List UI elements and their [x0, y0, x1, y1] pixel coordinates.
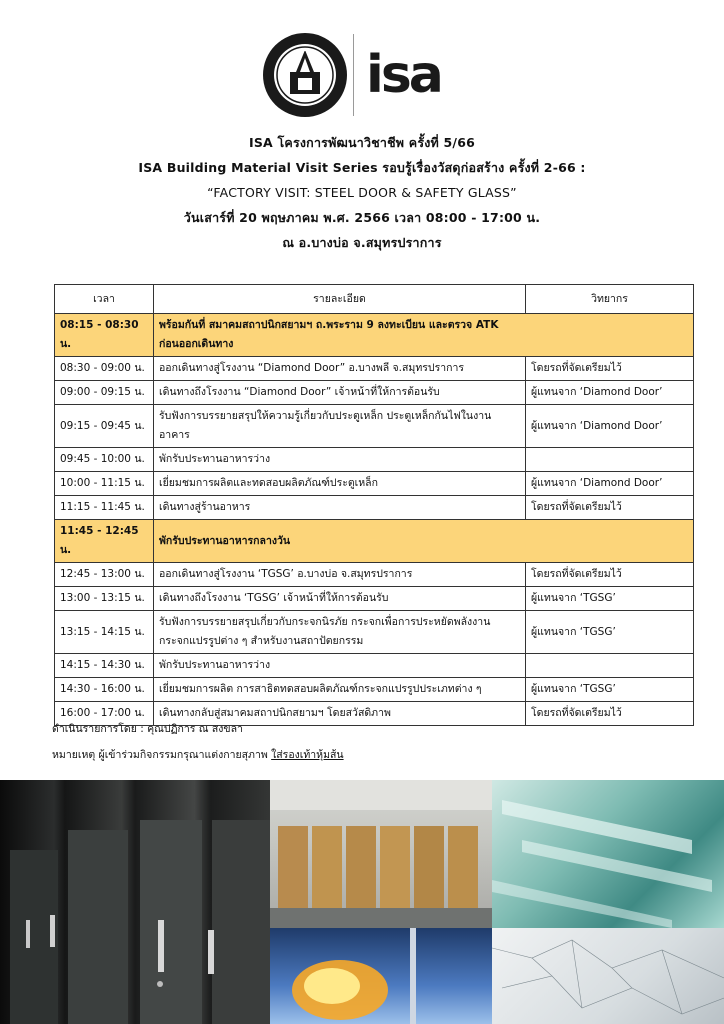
cell-detail: พร้อมกันที่ สมาคมสถาปนิกสยามฯ ถ.พระราม 9 ลงทะเบียน และตรวจ ATK ก่อนออกเดินทาง: [154, 314, 526, 357]
fire-glass-test-photo: [270, 928, 492, 1024]
cell-detail: ออกเดินทางสู่โรงงาน ‘TGSG’ อ.บางบ่อ จ.สมุทรปราการ: [154, 563, 526, 587]
cell-time: 11:15 - 11:45 น.: [55, 496, 154, 520]
cell-speaker: โดยรถที่จัดเตรียมไว้: [526, 357, 694, 381]
event-heading: [0, 130, 724, 255]
photo-strip: [0, 780, 724, 1024]
cell-time: 13:00 - 13:15 น.: [55, 587, 154, 611]
heading-line-4: วันเสาร์ที่ 20 พฤษภาคม พ.ศ. 2566 เวลา 08:00 - 17:00 น.: [183, 210, 541, 225]
cell-detail: พักรับประทานอาหารว่าง: [154, 654, 526, 678]
logo-header: [0, 30, 724, 120]
remark-note: [52, 742, 344, 768]
cell-speaker: ผู้แทนจาก ‘TGSG’: [526, 678, 694, 702]
table-row: [55, 563, 694, 587]
cell-detail: รับฟังการบรรยายสรุปเกี่ยวกับกระจกนิรภัย กระจกเพื่อการประหยัดพลังงาน กระจกแปรรูปต่าง ๆ สำหรับงานสถาปัตยกรรม: [154, 611, 526, 654]
table-row: [55, 496, 694, 520]
cell-detail: รับฟังการบรรยายสรุปให้ความรู้เกี่ยวกับประตูเหล็ก ประตูเหล็กกันไฟในงานอาคาร: [154, 405, 526, 448]
schedule-body: [55, 314, 694, 726]
cell-speaker: ผู้แทนจาก ‘TGSG’: [526, 611, 694, 654]
cell-detail: พักรับประทานอาหารกลางวัน: [154, 520, 526, 563]
table-row: [55, 472, 694, 496]
heading-line-3: “FACTORY VISIT: STEEL DOOR & SAFETY GLASS”: [207, 185, 517, 200]
isa-seal-logo: [262, 32, 348, 118]
col-header-time: เวลา: [55, 285, 154, 314]
table-header-row: [55, 285, 694, 314]
cell-time: 09:45 - 10:00 น.: [55, 448, 154, 472]
heading-line-5: ณ อ.บางบ่อ จ.สมุทรปราการ: [282, 235, 442, 250]
cell-speaker: ผู้แทนจาก ‘TGSG’: [526, 587, 694, 611]
cell-time: 16:00 - 17:00 น.: [55, 702, 154, 726]
heading-line-1: ISA โครงการพัฒนาวิชาชีพ ครั้งที่ 5/66: [249, 135, 475, 150]
cell-time: 08:15 - 08:30 น.: [55, 314, 154, 357]
svg-text:isa: isa: [366, 48, 441, 98]
table-row: [55, 405, 694, 448]
cell-speaker: [526, 448, 694, 472]
cell-time: 14:15 - 14:30 น.: [55, 654, 154, 678]
cell-speaker: [526, 654, 694, 678]
glass-panels-photo: [492, 780, 724, 928]
table-row: [55, 357, 694, 381]
table-row: [55, 654, 694, 678]
col-header-detail: รายละเอียด: [154, 285, 526, 314]
cell-speaker: ผู้แทนจาก ‘Diamond Door’: [526, 472, 694, 496]
cell-speaker: ผู้แทนจาก ‘Diamond Door’: [526, 405, 694, 448]
cell-speaker: [526, 520, 694, 563]
table-row: [55, 520, 694, 563]
notes: [52, 716, 344, 768]
cell-detail: เยี่ยมชมการผลิต การสาธิตทดสอบผลิตภัณฑ์กระจกแปรรูปประเภทต่าง ๆ: [154, 678, 526, 702]
cell-speaker: โดยรถที่จัดเตรียมไว้: [526, 702, 694, 726]
cell-time: 11:45 - 12:45 น.: [55, 520, 154, 563]
cell-speaker: โดยรถที่จัดเตรียมไว้: [526, 563, 694, 587]
cell-speaker: [526, 314, 694, 357]
cell-detail: เยี่ยมชมการผลิตและทดสอบผลิตภัณฑ์ประตูเหล็ก: [154, 472, 526, 496]
cell-detail: เดินทางถึงโรงงาน “Diamond Door” เจ้าหน้าที่ให้การต้อนรับ: [154, 381, 526, 405]
table-row: [55, 381, 694, 405]
col-header-speaker: วิทยากร: [526, 285, 694, 314]
remark-text: หมายเหตุ ผู้เข้าร่วมกิจกรรมกรุณาแต่งกายสุภาพ: [52, 749, 272, 761]
cell-time: 13:15 - 14:15 น.: [55, 611, 154, 654]
cell-speaker: โดยรถที่จัดเตรียมไว้: [526, 496, 694, 520]
cracked-glass-photo: [492, 928, 724, 1024]
cell-detail: เดินทางกลับสู่สมาคมสถาปนิกสยามฯ โดยสวัสดิภาพ: [154, 702, 526, 726]
cell-time: 09:00 - 09:15 น.: [55, 381, 154, 405]
isa-wordmark-logo: [366, 48, 466, 98]
cell-time: 10:00 - 11:15 น.: [55, 472, 154, 496]
organizer-note: ดำเนินรายการโดย : คุณปฏิการ ณ สงขลา: [52, 723, 243, 735]
cell-detail: เดินทางสู่ร้านอาหาร: [154, 496, 526, 520]
cell-time: 09:15 - 09:45 น.: [55, 405, 154, 448]
remark-underlined: ใส่รองเท้าหุ้มส้น: [271, 749, 344, 761]
table-row: [55, 611, 694, 654]
cell-detail: เดินทางถึงโรงงาน ‘TGSG’ เจ้าหน้าที่ให้การต้อนรับ: [154, 587, 526, 611]
cell-detail: พักรับประทานอาหารว่าง: [154, 448, 526, 472]
table-row: [55, 314, 694, 357]
table-row: [55, 678, 694, 702]
table-row: [55, 587, 694, 611]
steel-door-photo: [0, 780, 270, 1024]
schedule-table: [54, 284, 694, 726]
heading-line-2: ISA Building Material Visit Series รอบรู้เรื่องวัสดุก่อสร้าง ครั้งที่ 2-66 :: [138, 160, 586, 175]
cell-detail: ออกเดินทางสู่โรงงาน “Diamond Door” อ.บางพลี จ.สมุทรปราการ: [154, 357, 526, 381]
cell-time: 14:30 - 16:00 น.: [55, 678, 154, 702]
cell-time: 08:30 - 09:00 น.: [55, 357, 154, 381]
cell-time: 12:45 - 13:00 น.: [55, 563, 154, 587]
fire-door-corridor-photo: [270, 780, 492, 928]
logo-divider: [353, 34, 354, 116]
cell-speaker: ผู้แทนจาก ‘Diamond Door’: [526, 381, 694, 405]
table-row: [55, 448, 694, 472]
